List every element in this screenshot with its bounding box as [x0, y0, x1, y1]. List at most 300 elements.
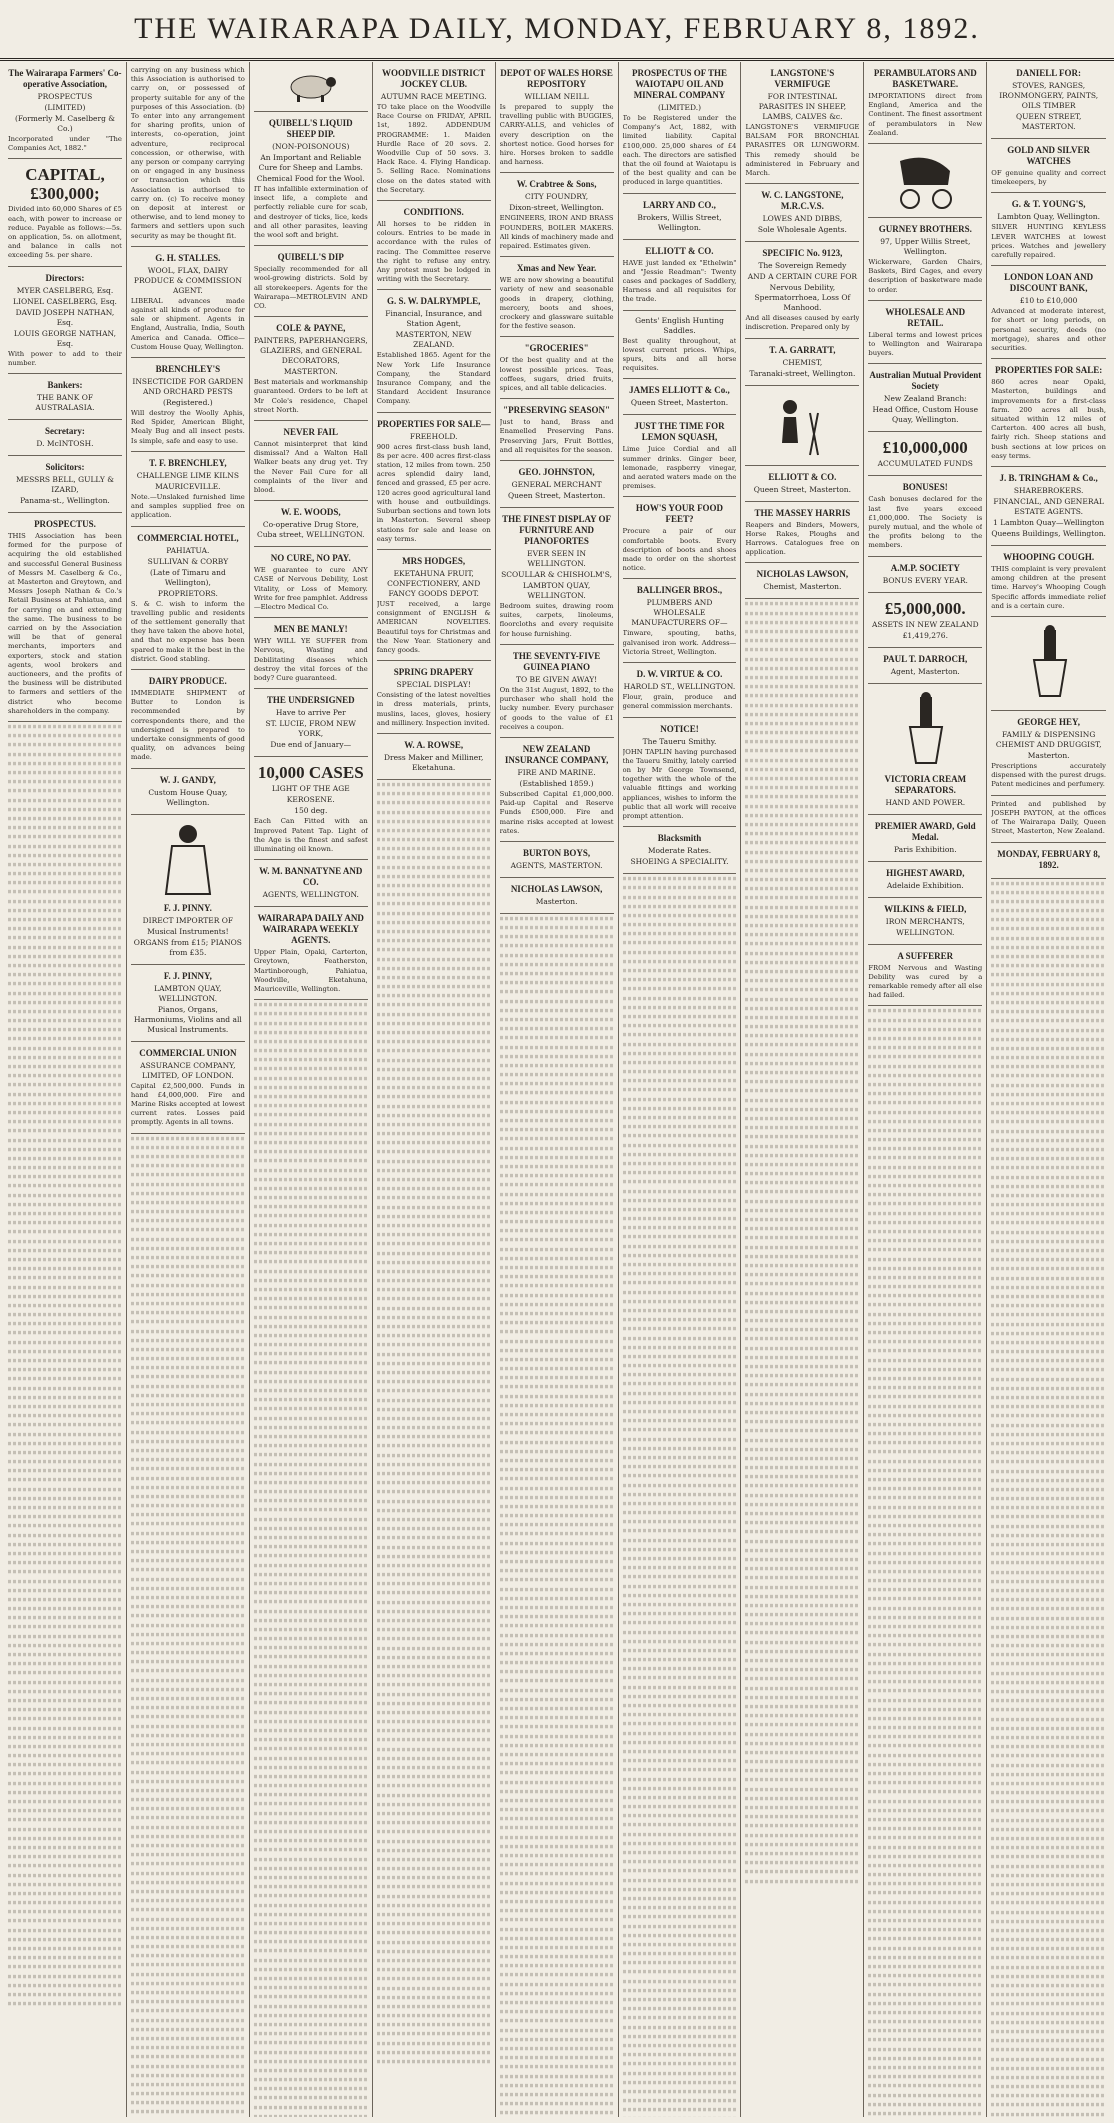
advertisement	[500, 62, 614, 173]
text-line	[8, 1221, 122, 1224]
text-line	[8, 1267, 122, 1270]
text-line	[500, 2001, 614, 2004]
text-line	[8, 1717, 122, 1720]
ad-title: Australian Mutual Provident Society	[869, 370, 982, 392]
text-line	[131, 1164, 245, 1167]
ad-subtitle: PROPRIETORS.	[157, 588, 218, 598]
text-line	[377, 1849, 491, 1852]
text-line	[254, 2014, 368, 2017]
advertisement	[500, 399, 614, 461]
text-line	[745, 621, 859, 624]
advertisement	[745, 62, 859, 184]
text-line	[991, 2085, 1106, 2088]
text-line	[254, 1031, 368, 1034]
text-line	[377, 1977, 491, 1980]
text-line	[745, 1806, 859, 1809]
text-line	[254, 1517, 368, 1520]
text-line	[254, 1848, 368, 1851]
text-line	[868, 1478, 982, 1481]
text-line	[991, 1598, 1106, 1601]
text-line	[131, 2000, 245, 2003]
text-line	[8, 1423, 122, 1426]
text-line	[131, 1146, 245, 1149]
text-line	[131, 1770, 245, 1773]
advertisement	[991, 796, 1106, 843]
text-line	[377, 1555, 491, 1558]
advertisement	[868, 593, 982, 648]
text-line	[623, 1125, 737, 1128]
text-line	[254, 1444, 368, 1447]
text-line	[623, 1042, 737, 1045]
text-line	[500, 1661, 614, 1664]
text-line	[254, 1021, 368, 1024]
text-line	[254, 1628, 368, 1631]
text-line	[377, 2051, 491, 2054]
text-line	[377, 1536, 491, 1539]
text-line	[131, 1192, 245, 1195]
text-line	[868, 1717, 982, 1720]
text-line	[8, 1331, 122, 1334]
text-line	[500, 1633, 614, 1636]
masthead	[0, 0, 1114, 61]
advertisement	[991, 359, 1106, 467]
text-line	[991, 1276, 1106, 1279]
text-line	[131, 1265, 245, 1268]
advertisement	[623, 497, 737, 579]
text-line	[991, 1754, 1106, 1757]
text-line	[500, 1404, 614, 1407]
text-line	[254, 1269, 368, 1272]
text-line	[745, 1843, 859, 1846]
text-line	[131, 1302, 245, 1305]
text-line	[745, 1714, 859, 1717]
ad-subtitle: LAMBTON QUAY, WELLINGTON.	[154, 983, 222, 1003]
text-line	[745, 1273, 859, 1276]
text-line	[500, 1330, 614, 1333]
ad-title: W. A. ROWSE,	[404, 739, 464, 750]
text-line	[991, 1065, 1106, 1068]
text-line	[745, 1282, 859, 1285]
advertisement	[500, 645, 614, 738]
ad-subtitle: £1,419,276.	[902, 630, 948, 640]
text-line	[131, 2018, 245, 2021]
text-line	[868, 1680, 982, 1683]
text-line	[500, 1431, 614, 1434]
ad-subtitle: Head Office, Custom House Quay, Wellington.	[872, 405, 979, 425]
advertisement	[991, 62, 1106, 139]
text-line	[745, 832, 859, 835]
ad-body: Capital £2,500,000. Funds in hand £4,000,000. Fire and Marine Risks accepted at lowest current rates. Losses paid promptly. Agents in all towns.	[130, 1081, 245, 1127]
text-line	[623, 895, 737, 898]
text-line	[377, 1306, 491, 1309]
text-line	[868, 1864, 982, 1867]
text-line	[745, 1650, 859, 1653]
text-line	[868, 1891, 982, 1894]
text-line	[377, 1600, 491, 1603]
ad-body: OF genuine quality and correct timekeepers, by	[991, 169, 1107, 187]
text-line	[745, 1512, 859, 1515]
text-line	[745, 905, 859, 908]
text-line	[8, 1864, 122, 1867]
text-line	[377, 1637, 491, 1640]
advertisement	[623, 663, 737, 717]
text-line	[377, 1913, 491, 1916]
text-line	[623, 1474, 737, 1477]
text-line	[131, 1724, 245, 1727]
text-line	[500, 1689, 614, 1692]
text-line	[745, 1291, 859, 1294]
text-line	[991, 982, 1106, 985]
sheep-icon	[281, 69, 341, 103]
text-line	[623, 1649, 737, 1652]
text-line	[8, 1515, 122, 1518]
text-line	[868, 2057, 982, 2060]
text-line	[868, 1754, 982, 1757]
text-line	[500, 981, 614, 984]
ad-body: JUST received, a large consignment of ENGLISH & AMERICAN NOVELTIES. Beautiful toys for Christmas and the New Year. Stationery and fancy goods.	[376, 599, 491, 654]
text-line	[991, 1093, 1106, 1096]
text-line	[623, 1658, 737, 1661]
text-line	[8, 1570, 122, 1573]
text-line	[745, 786, 859, 789]
text-line	[8, 1028, 122, 1031]
text-line	[254, 1554, 368, 1557]
text-line	[991, 1818, 1106, 1821]
text-line	[623, 1823, 737, 1826]
text-line	[500, 2056, 614, 2059]
text-line	[500, 1569, 614, 1572]
text-line	[991, 955, 1106, 958]
text-line	[8, 936, 122, 939]
ad-body: Reapers and Binders, Mowers, Horse Rakes, Ploughs and Harrows. Catalogues free on application.	[745, 520, 860, 557]
text-line	[377, 2014, 491, 2017]
text-line	[254, 1481, 368, 1484]
text-line	[377, 1288, 491, 1291]
text-line	[745, 1016, 859, 1019]
text-line	[991, 1028, 1106, 1031]
text-line	[254, 1563, 368, 1566]
ad-subtitle: AND A CERTAIN CURE FOR	[747, 272, 858, 282]
advertisement	[991, 843, 1106, 879]
text-line	[377, 1389, 491, 1392]
separator-icon	[1026, 624, 1072, 702]
ad-subtitle: TO BE GIVEN AWAY!	[515, 674, 598, 684]
text-line	[991, 1396, 1106, 1399]
text-line	[131, 1467, 245, 1470]
ad-body: And all diseases caused by early indiscretion. Prepared only by	[745, 314, 860, 332]
advertisement	[377, 734, 491, 780]
text-line	[131, 1669, 245, 1672]
text-line	[991, 1524, 1106, 1527]
text-line	[868, 1147, 982, 1150]
text-line	[131, 1963, 245, 1966]
text-line	[991, 1139, 1106, 1142]
text-line	[377, 1527, 491, 1530]
text-line	[991, 1111, 1106, 1114]
text-line	[500, 1440, 614, 1443]
text-line	[745, 1787, 859, 1790]
ad-subtitle: AGENTS, WELLINGTON.	[262, 890, 359, 900]
text-line	[8, 1285, 122, 1288]
text-line	[991, 1782, 1106, 1785]
text-line	[745, 1742, 859, 1745]
text-line	[991, 2103, 1106, 2106]
text-line	[745, 997, 859, 1000]
advertisement	[500, 173, 614, 257]
text-line	[377, 1509, 491, 1512]
text-line	[8, 1359, 122, 1362]
text-line	[745, 1071, 859, 1074]
advertisement	[623, 827, 737, 874]
text-line	[991, 1828, 1106, 1831]
text-line	[745, 657, 859, 660]
ad-subtitle: New Zealand Branch:	[883, 394, 967, 404]
text-line	[745, 1493, 859, 1496]
text-line	[8, 1524, 122, 1527]
text-line	[131, 1835, 245, 1838]
text-line	[868, 1064, 982, 1067]
advertisement	[377, 550, 491, 661]
text-line	[745, 1521, 859, 1524]
text-line	[131, 1421, 245, 1424]
text-line	[254, 1297, 368, 1300]
advertisement	[623, 194, 737, 240]
ad-subtitle: Agent, Masterton.	[890, 666, 960, 676]
text-line	[500, 1257, 614, 1260]
text-line	[623, 1869, 737, 1872]
text-line	[745, 1227, 859, 1230]
text-line	[8, 1635, 122, 1638]
text-line	[991, 1350, 1106, 1353]
text-line	[8, 835, 122, 838]
ad-title: G. H. STALLES.	[155, 252, 221, 263]
text-line	[623, 1640, 737, 1643]
advertisement	[623, 240, 737, 311]
text-line	[623, 1557, 737, 1560]
text-line	[500, 1459, 614, 1462]
text-line	[377, 1564, 491, 1567]
text-line	[623, 1943, 737, 1946]
text-line	[868, 1698, 982, 1701]
text-line	[500, 1468, 614, 1471]
text-line	[868, 1616, 982, 1619]
text-line	[745, 1356, 859, 1359]
ad-subtitle: AUTUMN RACE MEETING.	[380, 92, 487, 101]
text-line	[623, 1741, 737, 1744]
text-line	[8, 1901, 122, 1904]
text-line	[500, 1339, 614, 1342]
ad-body: LANGSTONE'S VERMIFUGE BALSAM FOR BRONCHIAL PARASITES OR LUNGWORM. This remedy should be administered in February and March.	[745, 123, 860, 178]
text-line	[745, 703, 859, 706]
text-line	[131, 1541, 245, 1544]
text-line	[131, 1871, 245, 1874]
text-line	[991, 1129, 1106, 1132]
text-line	[131, 1642, 245, 1645]
advertisement	[377, 62, 491, 201]
text-line	[623, 1961, 737, 1964]
text-line	[745, 1429, 859, 1432]
text-line	[377, 1793, 491, 1796]
text-line	[991, 1626, 1106, 1629]
text-line	[377, 1123, 491, 1126]
text-line	[623, 1695, 737, 1698]
text-line	[254, 2050, 368, 2053]
text-line	[254, 1582, 368, 1585]
ad-subtitle: (LIMITED)	[44, 103, 86, 112]
text-line	[377, 930, 491, 933]
text-line	[254, 1619, 368, 1622]
text-line	[623, 1548, 737, 1551]
text-line	[623, 2007, 737, 2010]
text-line	[8, 1120, 122, 1123]
text-line	[500, 1174, 614, 1177]
ad-subtitle: KEROSENE.	[286, 795, 335, 805]
text-line	[254, 2032, 368, 2035]
text-line	[377, 921, 491, 924]
text-line	[745, 1576, 859, 1579]
text-line	[991, 1286, 1106, 1289]
text-line	[623, 2081, 737, 2084]
text-line	[991, 1993, 1106, 1996]
advertisement	[868, 476, 982, 556]
text-line	[500, 2028, 614, 2031]
advertisement	[868, 684, 982, 815]
text-line	[377, 1839, 491, 1842]
text-line	[377, 1444, 491, 1447]
ad-subtitle: SULLIVAN & CORBY	[147, 556, 229, 566]
text-line	[500, 1376, 614, 1379]
text-line	[377, 1591, 491, 1594]
ad-body: 900 acres first-class bush land, 8s per acre. 400 acres first-class station, 12 miles from town. 250 acres splendid dairy land, fenced and grassed, £5 per acre. 120 acres good agricultural land with house and outbuildings. Suburban sections and town lots in Masterton. Several sheep stations for sale and lease on easy terms.	[376, 442, 491, 543]
text-line	[623, 1796, 737, 1799]
text-line	[131, 1623, 245, 1626]
advertisement	[623, 62, 737, 194]
ad-title: HOW'S YOUR FOOD FEET?	[635, 503, 724, 525]
ad-subtitle: PAHIATUA.	[166, 545, 210, 555]
ad-subtitle: MYER CASELBERG, Esq.	[16, 285, 114, 295]
text-line	[745, 1861, 859, 1864]
text-line	[623, 1244, 737, 1247]
text-line	[623, 1171, 737, 1174]
ad-subtitle: EKETAHUNA FRUIT, CONFECTIONERY, AND FANCY GOODS DEPOT.	[387, 568, 481, 598]
text-line	[8, 798, 122, 801]
text-line	[745, 795, 859, 798]
text-line	[377, 1316, 491, 1319]
ad-title: LANGSTONE'S VERMIFUGE	[770, 68, 835, 89]
text-line	[8, 1699, 122, 1702]
text-line	[991, 2039, 1106, 2042]
text-line	[868, 1110, 982, 1113]
text-line	[254, 1692, 368, 1695]
text-line	[623, 1915, 737, 1918]
ad-title: Blacksmith	[657, 833, 702, 844]
advertisement	[8, 267, 122, 374]
text-line	[377, 1729, 491, 1732]
ad-title: A.M.P. SOCIETY	[890, 562, 960, 573]
text-line	[377, 2032, 491, 2035]
text-line	[500, 1643, 614, 1646]
text-line	[377, 1931, 491, 1934]
text-line	[745, 1778, 859, 1781]
text-line	[623, 1704, 737, 1707]
text-line	[377, 976, 491, 979]
text-line	[868, 1019, 982, 1022]
text-line	[623, 1511, 737, 1514]
text-line	[991, 2048, 1106, 2051]
text-line	[8, 1432, 122, 1435]
text-line	[8, 1414, 122, 1417]
ad-title: VICTORIA CREAM SEPARATORS.	[884, 773, 967, 795]
text-line	[377, 948, 491, 951]
ad-title: NEVER FAIL	[283, 427, 339, 438]
text-line	[500, 1652, 614, 1655]
text-line	[254, 1187, 368, 1190]
text-line	[991, 1497, 1106, 1500]
illustration	[131, 819, 245, 901]
text-line	[254, 2069, 368, 2072]
text-line	[254, 1040, 368, 1043]
text-line	[254, 1968, 368, 1971]
text-line	[991, 1185, 1106, 1188]
text-line	[868, 1735, 982, 1738]
text-line	[623, 1235, 737, 1238]
text-line	[745, 1760, 859, 1763]
text-line	[991, 1414, 1106, 1417]
text-line	[745, 1126, 859, 1129]
text-line	[500, 1293, 614, 1296]
text-line	[868, 1763, 982, 1766]
text-line	[745, 1751, 859, 1754]
text-line	[991, 1322, 1106, 1325]
text-line	[868, 1928, 982, 1931]
text-line	[377, 1775, 491, 1778]
illustration	[991, 621, 1106, 705]
ad-title: NICHOLAS LAWSON,	[510, 883, 603, 894]
text-line	[254, 1738, 368, 1741]
ad-title: BALLINGER BROS.,	[636, 585, 723, 596]
text-line	[254, 1876, 368, 1879]
text-line	[500, 1799, 614, 1802]
text-line	[991, 1580, 1106, 1583]
ad-title: JAMES ELLIOTT & Co.,	[629, 385, 730, 396]
text-line	[377, 1104, 491, 1107]
text-line	[254, 1527, 368, 1530]
text-line	[623, 1465, 737, 1468]
text-line	[623, 1713, 737, 1716]
advertisement	[991, 193, 1106, 266]
ad-title: W. C. LANGSTONE, M.R.C.V.S.	[761, 190, 844, 212]
ad-subtitle: Sole Wholesale Agents.	[757, 225, 847, 235]
text-line	[991, 1920, 1106, 1923]
text-line	[623, 1759, 737, 1762]
text-line	[623, 1538, 737, 1541]
text-line	[8, 1184, 122, 1187]
ad-title: WILKINS & FIELD,	[884, 903, 967, 914]
ad-subtitle: Panama-st., Wellington.	[20, 496, 110, 506]
advertisement	[254, 757, 368, 860]
text-line	[868, 1101, 982, 1104]
text-line	[377, 1003, 491, 1006]
text-line	[868, 1625, 982, 1628]
text-line	[377, 1169, 491, 1172]
text-line	[8, 1671, 122, 1674]
text-line	[623, 914, 737, 917]
text-line	[623, 1033, 737, 1036]
column	[4, 62, 127, 2117]
text-line	[868, 2011, 982, 2014]
text-line	[254, 1361, 368, 1364]
text-line	[377, 1215, 491, 1218]
